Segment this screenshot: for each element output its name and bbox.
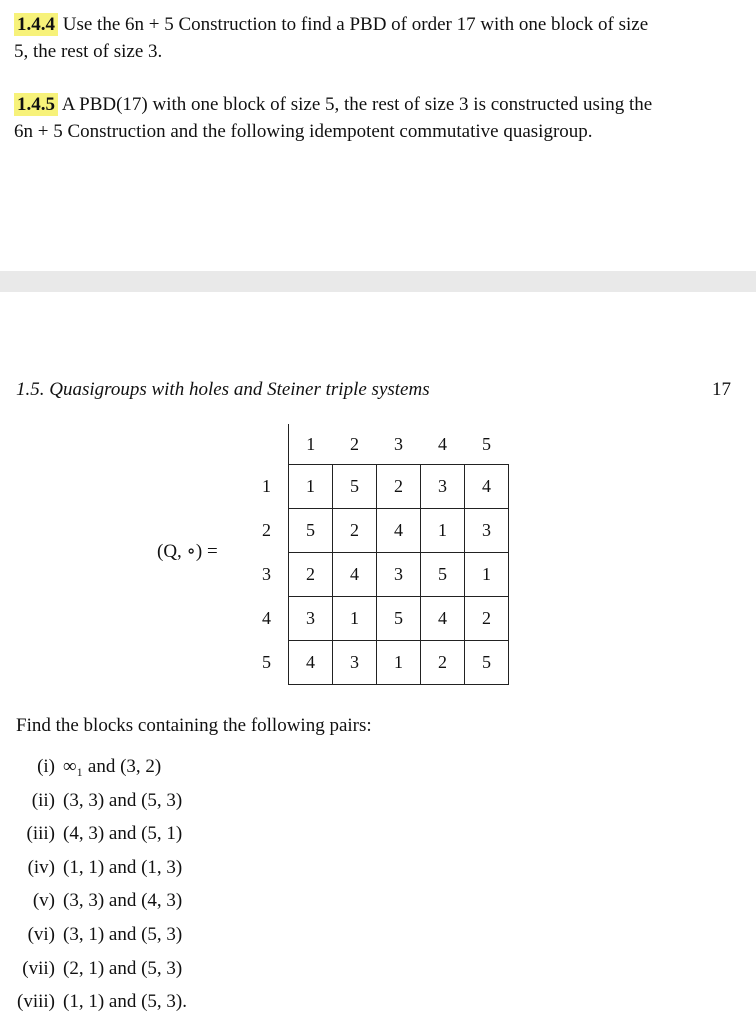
item-label: (vii): [22, 958, 55, 979]
table-cell: 2: [333, 509, 377, 553]
table-cell: 3: [421, 465, 465, 509]
item-label: (iv): [27, 857, 55, 878]
item-text: ∞₁ and (3, 2): [63, 756, 162, 777]
table-cell: 3: [333, 641, 377, 685]
table-cell: 2: [465, 597, 509, 641]
col-header: 4: [438, 433, 447, 454]
table-cell: 5: [333, 465, 377, 509]
table-cell: 4: [333, 553, 377, 597]
table-row: [245, 509, 509, 553]
table-cell: 1: [421, 509, 465, 553]
table-cell: 2: [289, 553, 333, 597]
item-label: (iii): [26, 823, 55, 844]
item-label: (viii): [17, 991, 55, 1012]
table-cell: 5: [465, 641, 509, 685]
item-text: (1, 1) and (5, 3).: [63, 991, 187, 1012]
list-item: [0, 756, 161, 778]
list-item: [0, 823, 182, 845]
problem-1-4-4-text-line2: 5, the rest of size 3.: [14, 41, 163, 62]
item-text: (3, 3) and (5, 3): [63, 790, 183, 811]
list-item: [0, 991, 187, 1013]
page-number: 17: [712, 379, 731, 400]
problem-1-4-5-number: 1.4.5: [14, 93, 58, 116]
list-item: [0, 924, 182, 946]
col-header: 5: [482, 433, 491, 454]
item-text: (3, 3) and (4, 3): [63, 890, 183, 911]
item-text: (2, 1) and (5, 3): [63, 958, 183, 979]
row-header: 4: [245, 597, 289, 641]
row-header: 3: [245, 553, 289, 597]
find-prompt: Find the blocks containing the following pairs:: [16, 715, 372, 736]
item-label: (vi): [27, 924, 55, 945]
quasigroup-label: (Q, ∘) =: [157, 541, 218, 562]
page-separator: [0, 271, 756, 292]
item-label: (ii): [31, 790, 55, 811]
quasigroup-table: [245, 424, 509, 685]
list-item: [0, 857, 182, 879]
table-cell: 1: [333, 597, 377, 641]
col-header: 2: [350, 433, 359, 454]
table-cell: 2: [377, 465, 421, 509]
row-header: 1: [245, 465, 289, 509]
table-cell: 3: [377, 553, 421, 597]
problem-1-4-5-text-line2: 6n + 5 Construction and the following idempotent commutative quasigroup.: [14, 121, 593, 142]
table-cell: 4: [377, 509, 421, 553]
item-text: (3, 1) and (5, 3): [63, 924, 183, 945]
table-cell: 2: [421, 641, 465, 685]
col-header: 1: [306, 433, 316, 454]
item-label: (v): [32, 890, 55, 911]
table-cell: 5: [289, 509, 333, 553]
table-row: [245, 597, 509, 641]
table-cell: 1: [289, 465, 333, 509]
row-header: 5: [245, 641, 289, 685]
table-row: [245, 641, 509, 685]
table-corner: [245, 424, 289, 465]
item-text: (1, 1) and (1, 3): [63, 857, 183, 878]
problem-1-4-4: [14, 11, 648, 65]
problem-1-4-5-text-line1: A PBD(17) with one block of size 5, the rest of size 3 is constructed using the: [61, 94, 653, 115]
table-cell: 3: [465, 509, 509, 553]
table-cell: 1: [465, 553, 509, 597]
table-cell: 5: [377, 597, 421, 641]
row-header: 2: [245, 509, 289, 553]
list-item: [0, 790, 182, 812]
list-item: [0, 958, 182, 980]
table-cell: 4: [421, 597, 465, 641]
problem-1-4-5: [14, 91, 652, 145]
table-row: [245, 465, 509, 509]
table-cell: 4: [289, 641, 333, 685]
section-header: 1.5. Quasigroups with holes and Steiner triple systems: [16, 379, 430, 400]
table-cell: 5: [421, 553, 465, 597]
problem-1-4-4-text-line1: Use the 6n + 5 Construction to find a PBD of order 17 with one block of size: [62, 14, 649, 35]
table-cell: 1: [377, 641, 421, 685]
item-text: (4, 3) and (5, 1): [63, 823, 183, 844]
list-item: [0, 890, 182, 912]
table-row: [245, 553, 509, 597]
item-label: (i): [37, 756, 55, 777]
problem-1-4-4-number: 1.4.4: [14, 13, 58, 36]
table-cell: 4: [465, 465, 509, 509]
table-cell: 3: [289, 597, 333, 641]
col-header: 3: [394, 433, 403, 454]
